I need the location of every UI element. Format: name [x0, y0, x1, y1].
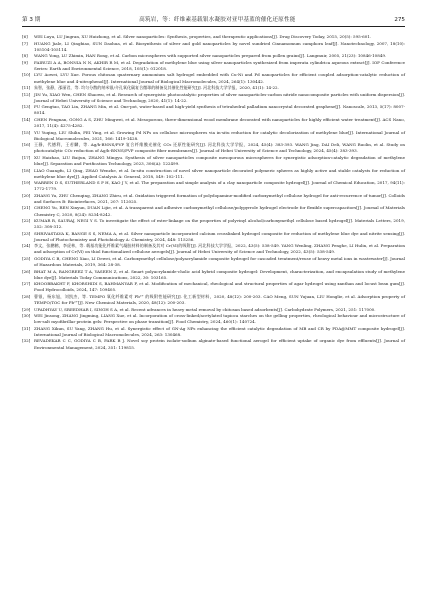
reference-text: FAIRUZI A A, BONNIA N N, AKHIR R M, et al. Degradation of methylene blue using silver nanoparticles synthesized from imperata cylindrica aqueous extract[J]. IOP Conference Series: Earth and Environmental Science, 2018, 105(1): 012018. [34, 59, 405, 71]
reference-number: [9] [22, 59, 28, 65]
reference-text: KHOOBBAKHT F, KHORSHIDI S, BAHMANYAR F, et al. Modification of mechanical, rheological and structural properties of agar hydrogel using xanthan and locust bean gum[J]. Food Hydrocolloids, 2024, 147: 109405. [34, 281, 405, 293]
reference-number: [15] [22, 129, 31, 135]
reference-text: JIN Yu, XIAO Wen, CHEN Shaowu, et al. Research of synergistic photocatalytic properties of silver nanoparticles-carbon nitride nanocomposite particles with uniform dispersion[J]. Journal of Hebei University of Science and Technology, 2020, 41(1): 14-22. [34, 91, 405, 103]
reference-item [22, 256, 405, 268]
reference-number: [12] [22, 91, 31, 97]
reference-item [22, 34, 405, 40]
reference-item [22, 85, 405, 91]
reference-number: [6] [22, 34, 28, 39]
reference-text: LYU Aowei, LYU Xue. Porous chitosan quaternary ammonium salt hydrogel embedded with Cu-Ni and Pd nanoparticles for efficient coupled adsorption-catalytic reduction of methylene blue and 4-nitrophenol[J]. International Journal of Biological Macromolecules, 2024, 264(1): 130442. [34, 72, 405, 84]
reference-number: [13] [22, 104, 31, 110]
reference-text: BHAT M A, RANGREEZ T A, YASEEN Z, et al. Smart polyacrylamide-cholic acid hybrid composite hydrogel: Development, characterization, and encapsulation study of methylene blue dye[J]. Materials Today Communications, 2022, 30: 103165. [34, 268, 405, 280]
reference-item [22, 313, 405, 325]
reference-number: [7] [22, 40, 28, 46]
reference-item [22, 41, 405, 53]
reference-item [22, 142, 405, 154]
reference-number: [22] [22, 218, 31, 224]
reference-number: [8] [22, 53, 28, 59]
reference-number: [30] [22, 313, 31, 319]
reference-text: WEI Jinsong, ZHANG Jingming, LIANG Xue, et al. Incorporation of cross-linked/acetylated tapioca starches on the gelling properties, rheological behaviour and microstructure of low-salt myofibrillar protein gels: Perspective on phase transition[J]. Food Chemistry, 2024, 460(1): 140724. [34, 313, 405, 325]
reference-number: [19] [22, 180, 31, 186]
issue-label: 第 3 期 [22, 17, 41, 23]
reference-text: 王静，代德利，王若麟，等. Ag/h-BNNS/PVP 复合纤维膜光催化 CO₂ 还原性能研究[J]. 河北科技大学学报，2024, 45(4): 383-393. WANG Jing, DAI Deli, WANG Ruolin, et al. Study on photocatalytic CO₂ reduction of Ag/h-BNNS/PVP composite fiber membranes[J]. Journal of Hebei University of Science and Technology, 2024, 45(4): 383-393. [34, 142, 405, 154]
reference-text: ZHANG Yu, ZHU Chenqing, ZHANG Zhiru, et al. Oxidation triggered formation of polydopamine-modified carboxymethyl cellulose hydrogel for anti-recurrence of tumor[J]. Colloids and Surfaces B: Biointerfaces, 2021, 207: 112025. [34, 192, 405, 204]
reference-item [22, 218, 405, 230]
reference-text: LIAO Guangfu, LI Qing, ZHAO Wenzhe, et al. In-situ construction of novel silver nanoparticle decorated polymeric spheres as highly active and stable catalysts for reduction of methylene blue dye[J]. Applied Catalysis A: General, 2018, 549: 102-111. [34, 167, 405, 179]
reference-item [22, 117, 405, 129]
reference-number: [31] [22, 325, 31, 331]
reference-text: XU Haizhao, LIU Baijun, ZHANG Mingyu. Synthesis of silver nanoparticles composite mesoporous microspheres for synergistic adsorption-catalytic degradation of methylene blue[J]. Separation and Purification Technology, 2023, 306(A): 122499. [34, 154, 405, 166]
reference-text: SHRIVASTAVA K, BANGE S S, NEMA A, et al. Silver nanoparticle incorporated calcium crosslinked hydrogel composite for reduction of methylene blue dye and nitrite sensing[J]. Journal of Photochemistry and Photobiology A: Chemistry, 2024, 448: 115256. [34, 230, 405, 242]
reference-text: KUMAR R, SAURAJ, NEGI Y S. To investigate the effect of ester-linkage on the properties of polyvinyl alcohol/carboxymethyl cellulose based hydrogel[J]. Materials Letters, 2019, 252: 308-312. [34, 218, 405, 230]
reference-text: 李文，张鹏鹤，李虎林，等. 载基功能化纤维素气凝胶材料的制备及其对 Cr(Ⅵ)的吸附[J]. 河北科技大学学报，2022, 43(5): 538-549. YANG Wenling, ZHANG Penghe, LI Hulin, et al. Preparation and adsorption of Cr(Ⅵ) on thiol functionalized cellulose aerogels[J]. Journal of Hebei University of Science and Technology, 2022, 43(5): 538-549. [34, 243, 405, 255]
reference-item [22, 92, 405, 104]
reference-number: [29] [22, 306, 31, 312]
reference-number: [21] [22, 205, 31, 211]
reference-item [22, 269, 405, 281]
reference-item [22, 72, 405, 84]
running-title: 高筑岩，等：纤维素基载银水凝胶对亚甲基蓝的催化还原性能 [139, 17, 296, 23]
reference-item [22, 326, 405, 338]
reference-text: CHEN Fengnan, GONG A S, ZHU Mingwei, et al. Mesoporous, three-dimensional wood membrane decorated with nanoparticles for highly efficient water treatment[J]. ACS Nano, 2017, 11(4): 4275-4282. [34, 116, 405, 129]
reference-item [22, 294, 405, 306]
reference-text: FU Gengtao, TAO Lin, ZHANG Min, et al. One-pot, water-based and high-yield synthesis of tetrahedral palladium nanocrystal decorated graphene[J]. Nanoscale, 2013, 5(17): 8007-8014. [34, 104, 405, 116]
reference-list [22, 34, 405, 351]
reference-text: 朱智，张静，邵丽君，等. 均匀分散的纳米银/介孔氧化碳复合微球的制备及其催化性能研究[J]. 河北科技大学学报，2020, 41(1): 14-22. [34, 85, 279, 91]
reference-text: YU Yuqing, LIU Shilin, FEI Ying, et al. Growing Pd NPs on cellulose microspheres via in-situ reduction for catalytic decolorization of methylene blue[J]. International Journal of Biological Macromolecules, 2021, 166: 1419-1428. [34, 129, 405, 141]
reference-item [22, 243, 405, 255]
reference-number: [32] [22, 338, 31, 344]
page-number: 275 [394, 17, 405, 23]
reference-item [22, 130, 405, 142]
reference-number: [16] [22, 142, 31, 148]
reference-number: [27] [22, 281, 31, 287]
reference-number: [20] [22, 192, 31, 198]
reference-number: [17] [22, 154, 31, 160]
reference-number: [10] [22, 72, 31, 78]
reference-number: [23] [22, 230, 31, 236]
reference-text: HUANG Jiale, LI Qingbiao, SUN Daohua, et al. Biosynthesis of silver and gold nanoparticles by novel sundried Cinnamomum camphora leaf[J]. Nanotechnology, 2007, 18(10): 105104-105114. [34, 40, 405, 52]
reference-text: WARREN D S, SUTHERLAND S P H, KAO J Y, et al. The preparation and simple analysis of a clay nanoparticle composite hydrogel[J]. Journal of Chemical Education, 2017, 94(11): 1772-1779. [34, 180, 405, 192]
reference-item [22, 338, 405, 350]
reference-number: [28] [22, 293, 31, 299]
reference-item [22, 155, 405, 167]
reference-item [22, 104, 405, 116]
reference-number: [18] [22, 167, 31, 173]
reference-number: [24] [22, 243, 31, 249]
reference-text: WANG Yong, LU Zhimin, HAN Rong, et al. Carbon microspheres with supported silver nanoparticles prepared from pollen grains[J]. Langmuir, 2005, 21(23): 10846-10849. [34, 53, 387, 59]
reference-text: 曹银，杨东旭，刘凯杰，等. TEMPO 氧化纤维素对 Pb²⁺ 的吸附性能研究[J]. 化工新型材料，2020, 48(12): 200-203. CAO Meng, SUN Yujuan, LIU Honglie, et al. Adsorption property of TEMPO/TOC for Pb²⁺[J]. New Chemical Materials, 2020, 48(12): 200-203. [34, 293, 405, 305]
reference-item [22, 281, 405, 293]
reference-number: [26] [22, 268, 31, 274]
reference-item [22, 60, 405, 72]
reference-item [22, 180, 405, 192]
reference-text: WEI Luyu, LU Jingran, XU Huizhong, et al. Silver nanoparticles: Synthesis, properties, and therapeutic applications[J]. Drug Discovery Today, 2015, 20(5): 595-601. [34, 34, 372, 39]
reference-item [22, 205, 405, 217]
reference-text: ZHANG Xikun, SU Yang, ZHANG Hu, et al. Synergistic effect of GN-Ag NPs enhancing the efficient catalytic degradation of MB and CR by PDA@MMT composite hydrogel[J]. International Journal of Biological Macromolecules, 2024, 263: 130468. [34, 325, 405, 337]
reference-number: [14] [22, 116, 31, 122]
reference-number: [11] [22, 85, 31, 91]
reference-text: REVADEKAR C C, GODIYA C B, PARK B J. Novel soy protein isolate-sodium alginate-based functional aerogel for efficient uptake of organic dye from effluents[J]. Journal of Environmental Management, 2024, 351: 119815. [34, 338, 405, 350]
reference-text: UPADHYAY U, SREEDHAR I, SINGH S A, et al. Recent advances in heavy metal removal by chitosan based adsorbents[J]. Carbohydrate Polymers, 2021, 251: 117000. [34, 306, 376, 312]
running-header [22, 16, 405, 27]
reference-text: CHENG Yu, REN Xinyun, DUAN Lijie, et al. A transparent and adhesive carboxymethyl cellulose/polypyrrole hydrogel electrode for flexible supercapacitors[J]. Journal of Materials Chemistry C, 2020, 8(24): 8234-8242. [34, 205, 405, 217]
reference-text: GODIYA C B, CHENG Xiao, LI Dewei, et al. Carboxymethyl cellulose/polyacrylamide composite hydrogel for cascaded treatment/reuse of heavy metal ions in wastewater[J]. Journal of Hazardous Materials, 2019, 364: 28-38. [34, 256, 405, 268]
reference-item [22, 193, 405, 205]
reference-number: [25] [22, 256, 31, 262]
reference-item [22, 168, 405, 180]
reference-item [22, 231, 405, 243]
reference-item [22, 53, 405, 59]
reference-item [22, 307, 405, 313]
